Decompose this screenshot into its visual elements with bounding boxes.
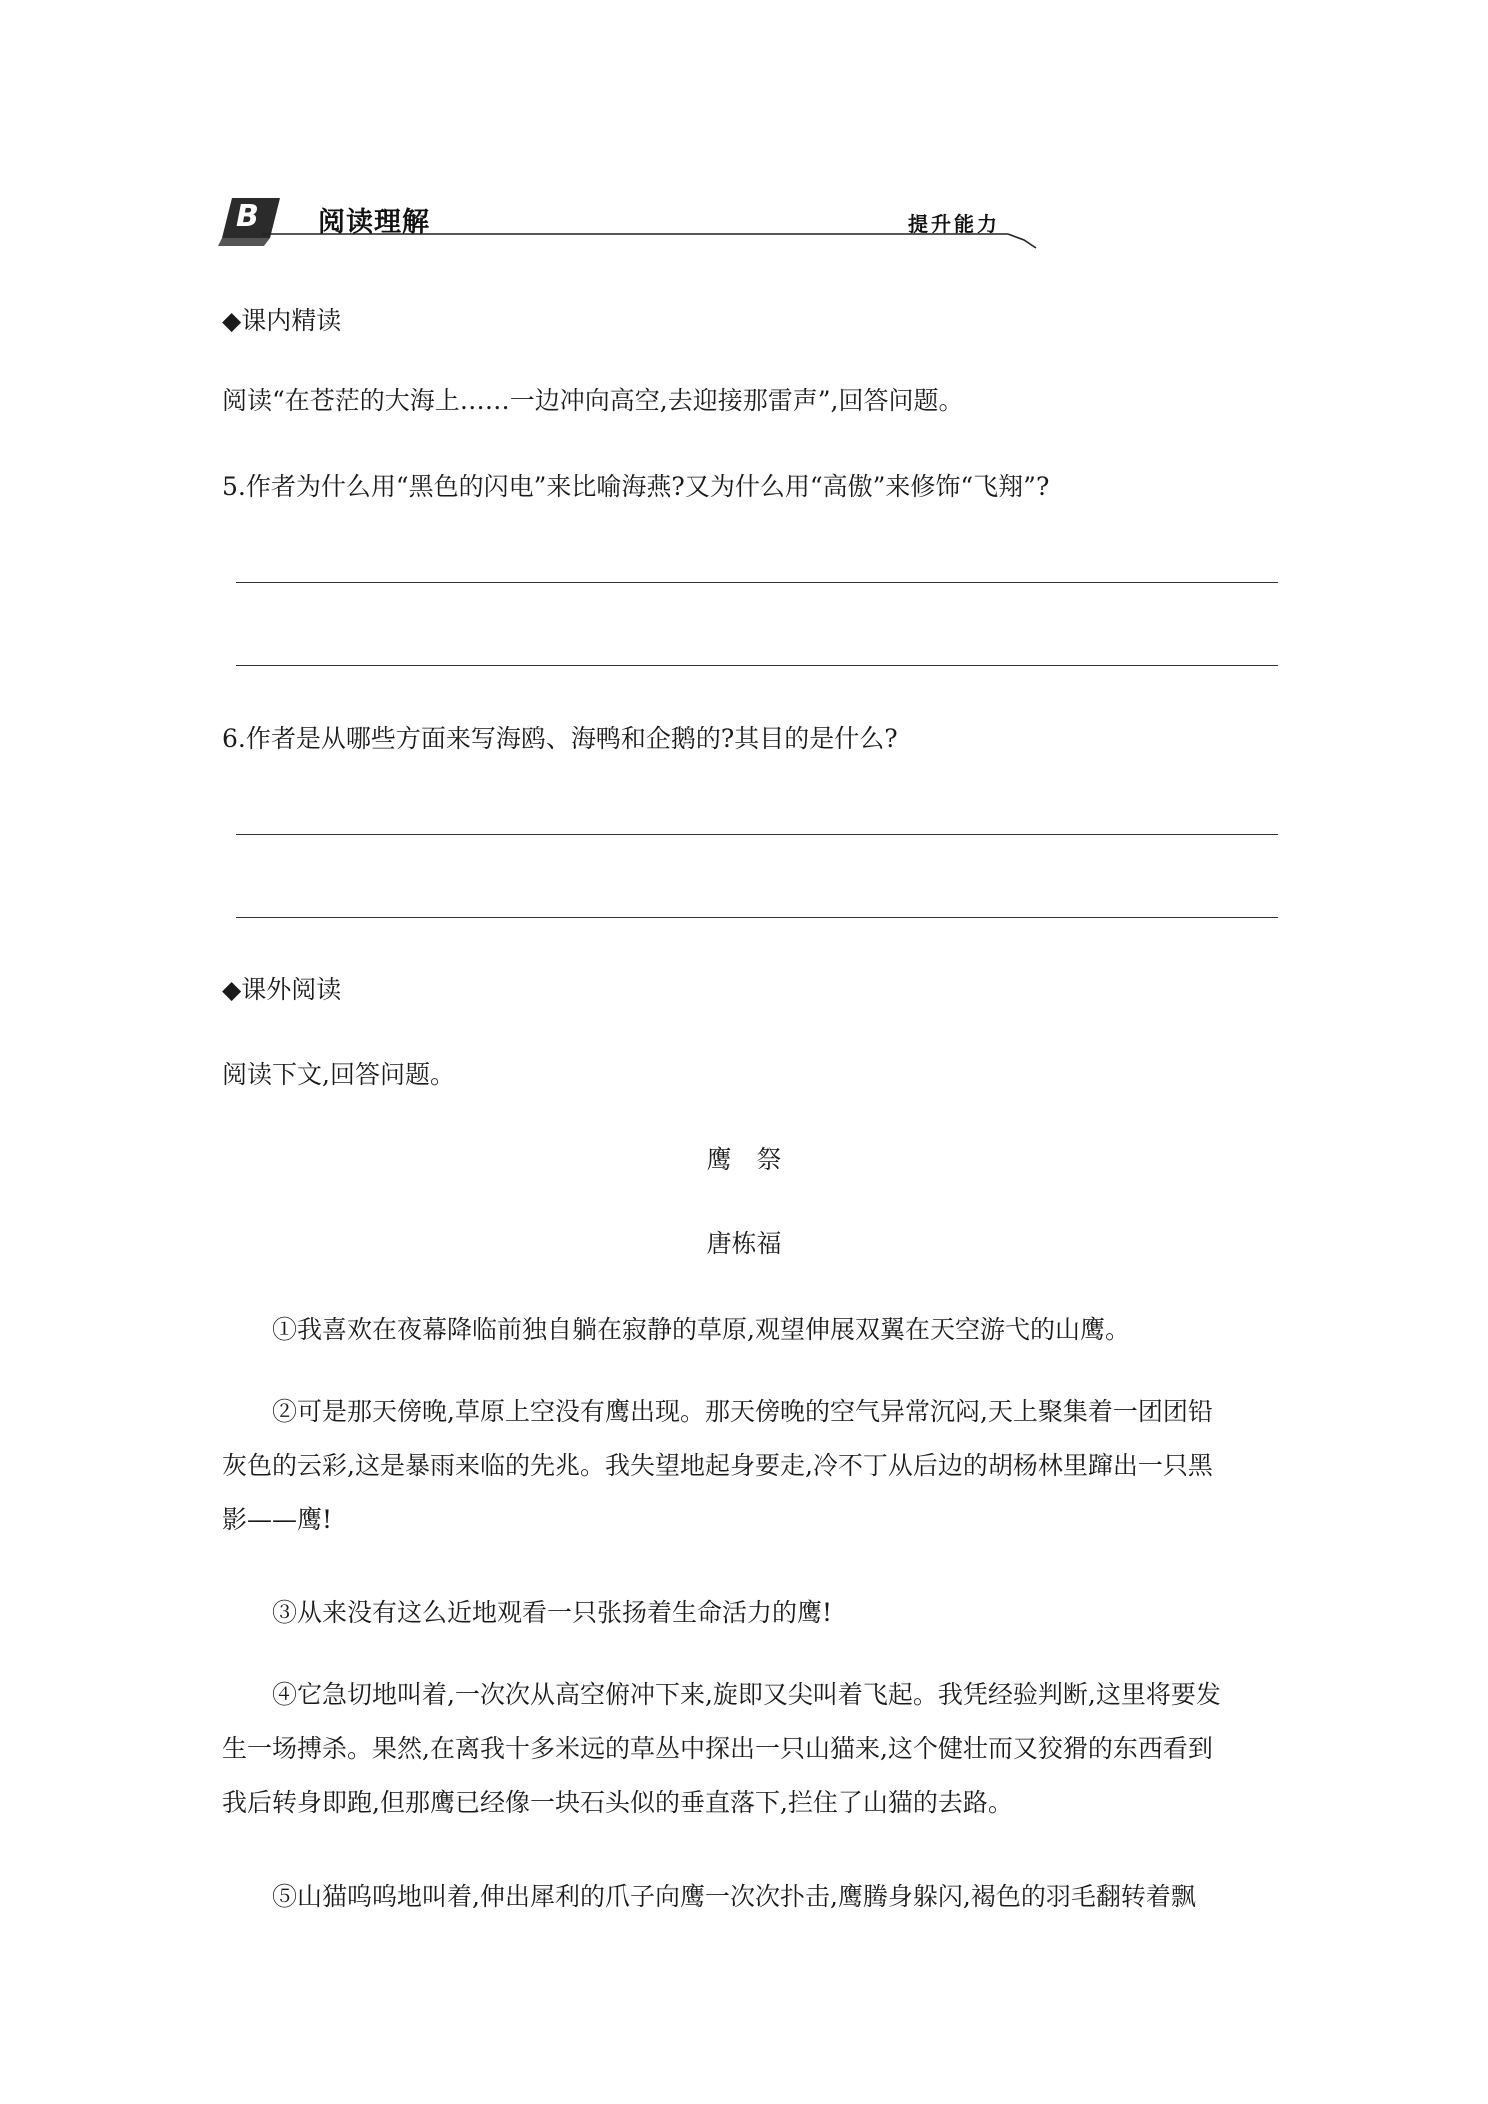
paragraph-line: 生一场搏杀。果然,在离我十多米远的草丛中探出一只山猫来,这个健壮而又狡猾的东西看到 bbox=[222, 1734, 1213, 1763]
out-class-instruction: 阅读下文,回答问题。 bbox=[222, 1060, 455, 1089]
article-paragraph-2 bbox=[222, 1385, 1282, 1547]
header-title: 阅读理解 bbox=[318, 207, 430, 238]
question-5: 5.作者为什么用“黑色的闪电”来比喻海燕?又为什么用“高傲”来修饰“飞翔”? bbox=[222, 472, 1050, 501]
header-badge-letter: B bbox=[236, 199, 259, 234]
article-paragraph-1 bbox=[222, 1303, 1282, 1357]
paragraph-line: ①我喜欢在夜幕降临前独自躺在寂静的草原,观望伸展双翼在天空游弋的山鹰。 bbox=[272, 1315, 1130, 1344]
article-paragraph-3 bbox=[222, 1586, 1282, 1640]
answer-line-q6-2[interactable] bbox=[236, 917, 1278, 918]
answer-line-q5-2[interactable] bbox=[236, 665, 1278, 666]
in-class-instruction: 阅读“在苍茫的大海上……一边冲向高空,去迎接那雷声”,回答问题。 bbox=[222, 386, 964, 415]
section-in-class-heading: ◆课内精读 bbox=[222, 306, 342, 335]
paragraph-line: 灰色的云彩,这是暴雨来临的先兆。我失望地起身要走,冷不丁从后边的胡杨林里蹿出一只黑 bbox=[222, 1451, 1213, 1480]
paragraph-line: 影——鹰! bbox=[222, 1505, 333, 1534]
article-paragraph-5 bbox=[222, 1870, 1282, 1924]
answer-line-q5-1[interactable] bbox=[236, 582, 1278, 583]
header-subtitle: 提升能力 bbox=[908, 212, 1000, 236]
article-title: 鹰 祭 bbox=[706, 1145, 782, 1174]
article-author: 唐栋福 bbox=[706, 1229, 782, 1258]
paragraph-line: 我后转身即跑,但那鹰已经像一块石头似的垂直落下,拦住了山猫的去路。 bbox=[222, 1788, 1013, 1817]
paragraph-line: ⑤山猫呜呜地叫着,伸出犀利的爪子向鹰一次次扑击,鹰腾身躲闪,褐色的羽毛翻转着飘 bbox=[272, 1882, 1196, 1911]
answer-line-q6-1[interactable] bbox=[236, 834, 1278, 835]
paragraph-line: ③从来没有这么近地观看一只张扬着生命活力的鹰! bbox=[272, 1598, 833, 1627]
question-6: 6.作者是从哪些方面来写海鸥、海鸭和企鹅的?其目的是什么? bbox=[222, 724, 898, 753]
article-paragraph-4 bbox=[222, 1668, 1282, 1830]
paragraph-line: ④它急切地叫着,一次次从高空俯冲下来,旋即又尖叫着飞起。我凭经验判断,这里将要发 bbox=[272, 1680, 1221, 1709]
section-out-class-heading: ◆课外阅读 bbox=[222, 975, 342, 1004]
paragraph-line: ②可是那天傍晚,草原上空没有鹰出现。那天傍晚的空气异常沉闷,天上聚集着一团团铅 bbox=[272, 1397, 1213, 1426]
section-header bbox=[218, 196, 1048, 254]
